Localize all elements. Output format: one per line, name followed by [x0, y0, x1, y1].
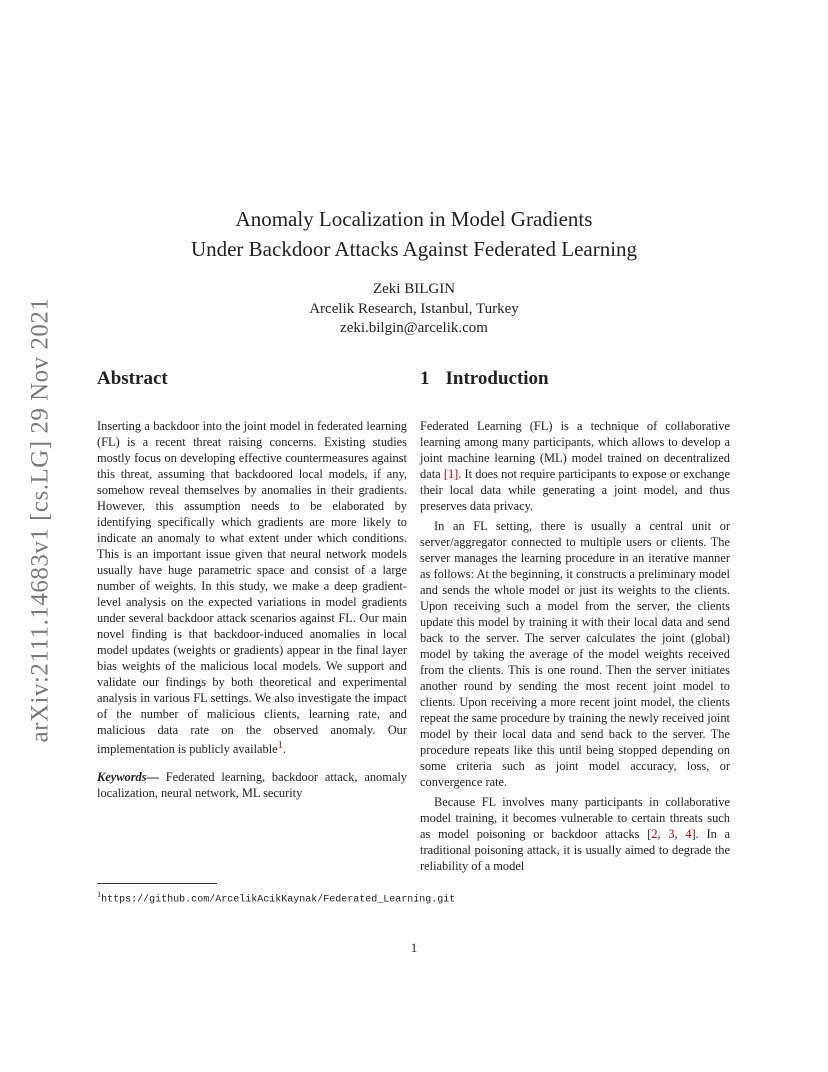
- keywords-label: Keywords—: [97, 770, 159, 785]
- abstract-section: [97, 366, 407, 801]
- intro-paragraph-3: [420, 794, 730, 874]
- footnote: [97, 888, 456, 907]
- citation-link[interactable]: 3: [668, 827, 675, 841]
- footnote-divider: [97, 883, 217, 884]
- paper-title: [100, 204, 728, 264]
- author-name: Zeki BILGIN: [372, 281, 456, 297]
- title-line-1: Anomaly Localization in Model Gradients: [235, 207, 593, 231]
- section-number: 1: [420, 368, 430, 389]
- intro-paragraph-1: [420, 418, 730, 514]
- intro-p3-text-a: Because FL involves many participants in collaborative model training, it becomes vulnerable to certain threats such as model poisoning or backdoor attacks [: [420, 795, 730, 841]
- author-block: [100, 280, 728, 339]
- author-email: zeki.bilgin@arcelik.com: [340, 320, 488, 336]
- keywords: [97, 769, 407, 801]
- keywords-text: Federated learning, backdoor attack, anomaly localization, neural network, ML security: [97, 770, 407, 801]
- citation-separator: ,: [657, 827, 669, 841]
- title-line-2: Under Backdoor Attacks Against Federated Learning: [190, 237, 638, 261]
- introduction-heading: [420, 366, 730, 392]
- abstract-body: Inserting a backdoor into the joint model in federated learning (FL) is a recent threat raising concerns. Existing studies mostly focus on developing effective countermeasures against this threat, assuming that backdoored local models, if any, somehow reveal themselves by anomalies in their gradients. However, this assumption needs to be elaborated by identifying specifically which gradients are more likely to indicate an anomaly to what extent under which conditions. This is an important issue given that neural network models usually have huge parametric space and consist of a large number of weights. In this study, we make a deep gradient-level analysis on the expected variations in model gradients under several backdoor attack scenarios against FL. Our main novel finding is that backdoor-induced anomalies in local model updates (weights or gradients) appear in the final layer bias weights of the malicious local models. We support and validate our findings by both theoretical and experimental analysis in various FL settings. We also investigate the impact of the number of malicious clients, learning rate, and malicious data rate on the observed anomaly. Our implementation is publicly available: [97, 419, 407, 757]
- section-title: Introduction: [445, 368, 549, 389]
- abstract-heading: Abstract: [97, 368, 168, 389]
- page-number: 1: [410, 940, 418, 955]
- footnote-url[interactable]: https://github.com/ArcelikAcikKaynak/Federated_Learning.git: [101, 894, 456, 906]
- author-affiliation: Arcelik Research, Istanbul, Turkey: [309, 300, 519, 317]
- intro-p3-text-b: ]. In a traditional poisoning attack, it is usually aimed to degrade the reliability of a model: [420, 827, 730, 873]
- intro-paragraph-2: In an FL setting, there is usually a central unit or server/aggregator connected to multiple users or clients. The server manages the learning procedure in an iterative manner as follows: At the beginning, it constructs a preliminary model and sends the whole model or just its weights to the clients. Upon receiving such a model from the server, the clients update this model by training it with their local data and send back to the server. The server calculates the joint (global) model by taking the average of the model weights received from the clients. This is one round. Then the server initiates another round by sending the most recent joint model to clients. Upon receiving a more recent joint model, the clients repeat the same procedure by training the newly received joint model by their local data and send back to the server. The procedure repeats like this until being stopped depending on some criteria such as joint model accuracy, loss, or convergence rate.: [420, 519, 730, 789]
- intro-p1-text-a: Federated Learning (FL) is a technique of collaborative learning among many participants, which allows to develop a joint machine learning (ML) model trained on decentralized data: [420, 419, 730, 481]
- arxiv-identifier-text: arXiv:2111.14683v1 [cs.LG] 29 Nov 2021: [26, 297, 53, 743]
- citation-separator: ,: [674, 827, 686, 841]
- introduction-section: [420, 366, 730, 874]
- citation-link[interactable]: [1]: [443, 467, 459, 481]
- footnote-number: 1: [97, 890, 102, 899]
- citation-link[interactable]: 4: [685, 827, 692, 841]
- abstract-text: Inserting a backdoor into the joint model in federated learning (FL) is a recent threat raising concerns. Existing studies mostly focus on developing effective countermeasures against this threat, assuming that backdoored local models, if any, somehow reveal themselves by anomalies in their gradients. However, this assumption needs to be elaborated by identifying specifically which gradients are more likely to indicate an anomaly to what extent under which conditions. This is an important issue given that neural network models usually have huge parametric space and consist of a large number of weights. In this study, we make a deep gradient-level analysis on the expected variations in model gradients under several backdoor attack scenarios against FL. Our main novel finding is that backdoor-induced anomalies in local model updates (weights or gradients) appear in the final layer bias weights of the malicious local models. We support and validate our findings by both theoretical and experimental analysis in various FL settings. We also investigate the impact of the number of malicious clients, learning rate, and malicious data rate on the observed anomaly. Our implementation is publicly available$^1$.: [97, 419, 407, 757]
- intro-p1-text-b: . It does not require participants to expose or exchange their local data while generating a joint model, and thus preserves data privacy.: [420, 467, 730, 513]
- arxiv-identifier: [16, 270, 64, 770]
- citation-link[interactable]: 2: [651, 827, 658, 841]
- footnote-mark[interactable]: 1: [277, 740, 283, 751]
